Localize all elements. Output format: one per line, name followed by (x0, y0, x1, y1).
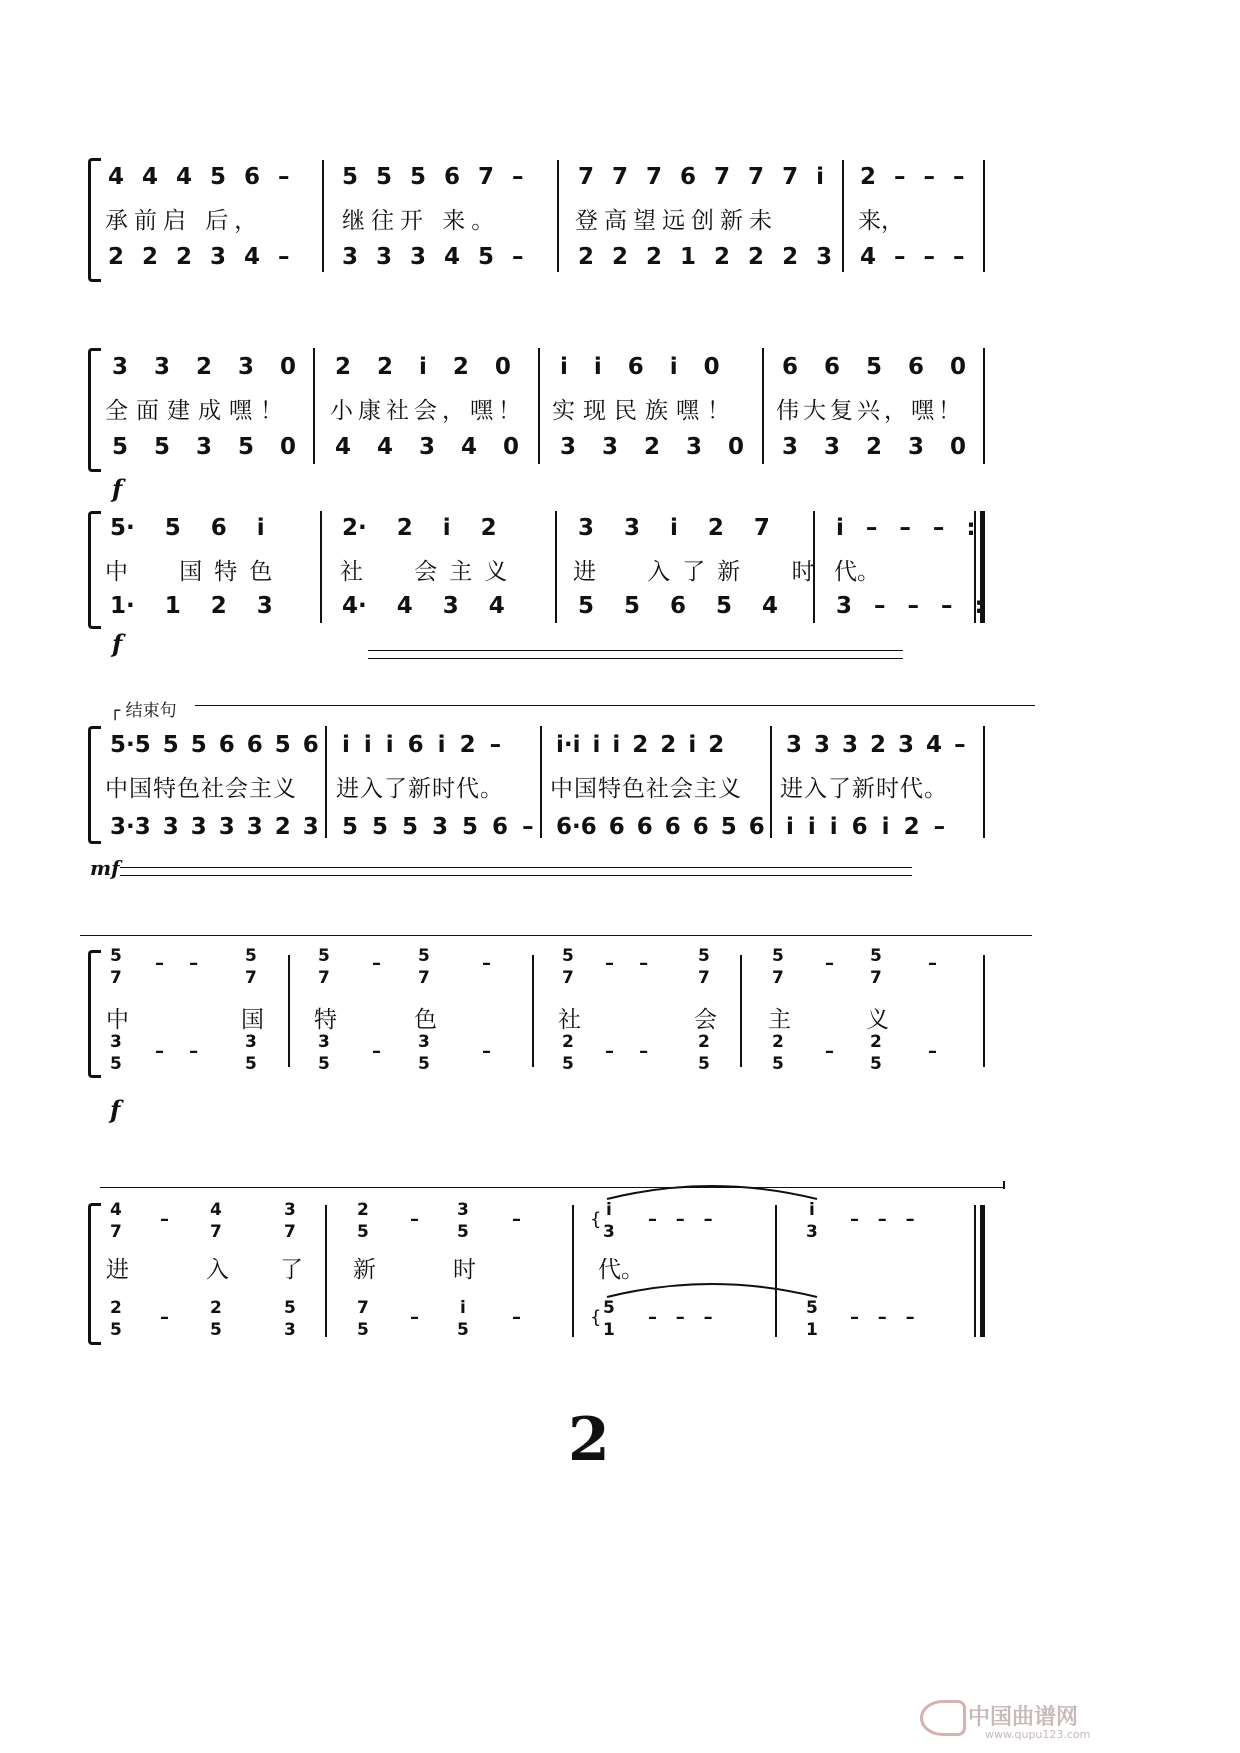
note: i (809, 1200, 815, 1220)
dash-group: – (512, 1307, 521, 1328)
top-chord (806, 1199, 818, 1243)
barline (842, 160, 844, 272)
bottom-voice-measure-3: 3 3 2 3 0 (560, 434, 745, 460)
barline (555, 511, 557, 623)
dash-group: – (825, 1041, 834, 1062)
top-chord (457, 1199, 469, 1243)
dash-group: – (825, 953, 834, 974)
note: 2 (870, 1032, 882, 1052)
barline (762, 348, 764, 464)
note: 5 (418, 1054, 430, 1074)
dash-group: – – – (850, 1209, 915, 1230)
note: 2 (210, 1298, 222, 1318)
lyric-syllable: 主 (768, 1007, 791, 1033)
lyric-measure-1: 中国特色社会主义 (105, 776, 297, 802)
note: 5 (418, 946, 430, 966)
bottom-voice-measure-2: 4 4 3 4 0 (335, 434, 520, 460)
bottom-chord (245, 1031, 257, 1075)
top-voice-measure-1: 5· 5 6 i (110, 515, 265, 541)
note: 5 (318, 946, 330, 966)
note: 7 (357, 1298, 369, 1318)
barline (532, 955, 534, 1067)
lyric-measure-3: 中国特色社会主义 (550, 776, 742, 802)
barline (572, 1205, 574, 1337)
score-system-2 (0, 340, 1240, 503)
note: 7 (772, 968, 784, 988)
dynamic-marking: f (110, 1095, 121, 1124)
lyric-syllable: 义 (866, 1007, 889, 1033)
note: 7 (698, 968, 710, 988)
dash-group: – (410, 1307, 419, 1328)
note: i (606, 1200, 612, 1220)
lyric-syllable: 社 (558, 1007, 581, 1033)
system-brace (88, 511, 101, 629)
note: 5 (603, 1298, 615, 1318)
lyric-syllable: 时 (453, 1257, 476, 1283)
lyric-syllable: 国 (241, 1007, 264, 1033)
lyric-measure-4: 代。 (834, 559, 880, 585)
note: 7 (418, 968, 430, 988)
top-chord (318, 945, 330, 989)
barline (538, 348, 540, 464)
note: 3 (603, 1222, 615, 1242)
note: 3 (284, 1200, 296, 1220)
note: 5 (110, 946, 122, 966)
note: 2 (110, 1298, 122, 1318)
bottom-chord (806, 1297, 818, 1341)
bottom-chord (698, 1031, 710, 1075)
dash-group: – – – (850, 1307, 915, 1328)
separator-line (80, 935, 1032, 936)
top-chord (698, 945, 710, 989)
bottom-voice-measure-1: 5 5 3 5 0 (112, 434, 297, 460)
dash-group: – (160, 1209, 169, 1230)
note: 5 (110, 1054, 122, 1074)
barline (740, 955, 742, 1067)
dash-group: – (482, 1041, 491, 1062)
tie-arc (605, 1179, 820, 1201)
bottom-chord (284, 1297, 296, 1341)
lyric-syllable: 新 (353, 1257, 376, 1283)
dash-group: – (160, 1307, 169, 1328)
lyric-syllable: 进 (106, 1257, 129, 1283)
note: 7 (245, 968, 257, 988)
top-voice-measure-3: i i 6 i 0 (560, 354, 720, 380)
bottom-voice-measure-4: i i i 6 i 2 – (786, 814, 946, 840)
note: 5 (318, 1054, 330, 1074)
top-chord (772, 945, 784, 989)
bottom-voice-measure-1: 1· 1 2 3 (110, 593, 273, 619)
note: 2 (562, 1032, 574, 1052)
note: 3 (284, 1320, 296, 1340)
dash-group: – (512, 1209, 521, 1230)
lyric-measure-4: 来， (858, 208, 904, 234)
note: 3 (418, 1032, 430, 1052)
dash-group: – (410, 1209, 419, 1230)
note: 2 (772, 1032, 784, 1052)
dash-group: – – – (648, 1307, 713, 1328)
top-voice-measure-4: i – – – : (836, 515, 976, 541)
dash-group: – – (605, 953, 649, 974)
barline (775, 1205, 777, 1337)
note: 5 (562, 1054, 574, 1074)
note: 5 (806, 1298, 818, 1318)
lyric-measure-4: 进入了新时代。 (780, 776, 948, 802)
bottom-voice-measure-3: 5 5 6 5 4 (578, 593, 779, 619)
lyric-measure-2: 社 会主义 (340, 559, 520, 585)
note: 7 (870, 968, 882, 988)
brace-small-icon: { (590, 1307, 602, 1328)
bottom-voice-measure-4: 3 – – – : (836, 593, 984, 619)
bottom-voice-measure-2: 4· 4 3 4 (342, 593, 505, 619)
lyric-measure-1: 全面建成嘿！ (105, 398, 291, 424)
note: 4 (210, 1200, 222, 1220)
score-system-6 (0, 1185, 1240, 1345)
bottom-voice-measure-4: 3 3 2 3 0 (782, 434, 967, 460)
barline (1003, 1181, 1005, 1189)
note: 5 (870, 946, 882, 966)
bottom-chord (357, 1297, 369, 1341)
note: 7 (318, 968, 330, 988)
final-barline (980, 1205, 985, 1337)
watermark-site-name: 中国曲谱网 (968, 1705, 1079, 1730)
top-chord (284, 1199, 296, 1243)
note: 2 (357, 1200, 369, 1220)
bottom-chord (457, 1297, 469, 1341)
barline (983, 160, 985, 272)
staff-top-line (100, 1187, 1005, 1188)
top-voice-measure-3: 3 3 i 2 7 (578, 515, 770, 541)
lyric-measure-3: 登高望远创新未 (575, 208, 778, 234)
lyric-syllable: 中 (106, 1007, 129, 1033)
note: 3 (245, 1032, 257, 1052)
note: 7 (284, 1222, 296, 1242)
top-chord (210, 1199, 222, 1243)
page-number: 2 (568, 1405, 610, 1475)
system-brace (88, 1203, 101, 1345)
system-brace (88, 158, 101, 282)
top-voice-measure-3: 7 7 7 6 7 7 7 i (578, 164, 824, 190)
dynamic-marking: mf (90, 856, 120, 880)
site-logo-icon (920, 1700, 966, 1736)
note: 5 (457, 1222, 469, 1242)
section-label (110, 696, 177, 721)
bracket-icon: ┌ (110, 701, 126, 721)
top-voice-measure-1: 3 3 2 3 0 (112, 354, 297, 380)
note: 5 (357, 1320, 369, 1340)
note: 5 (210, 1320, 222, 1340)
bottom-voice-measure-2: 5 5 5 3 5 6 – (342, 814, 534, 840)
lyric-measure-4: 伟大复兴，嘿！ (776, 398, 965, 424)
note: 7 (562, 968, 574, 988)
note: 5 (698, 1054, 710, 1074)
top-chord (418, 945, 430, 989)
note: 3 (318, 1032, 330, 1052)
system-brace (88, 348, 101, 472)
note: 5 (870, 1054, 882, 1074)
hairpin-line (368, 650, 903, 651)
dash-group: – (928, 1041, 937, 1062)
barline (325, 1205, 327, 1337)
score-system-3 (0, 505, 1240, 658)
lyric-syllable: 色 (414, 1007, 437, 1033)
bottom-chord (870, 1031, 882, 1075)
note: 7 (210, 1222, 222, 1242)
note: 5 (245, 1054, 257, 1074)
bottom-voice-measure-4: 4 – – – (860, 244, 965, 270)
lyric-syllable: 代。 (598, 1257, 644, 1283)
note: 5 (562, 946, 574, 966)
lyric-measure-2: 继往开 来。 (342, 208, 501, 234)
barline (983, 348, 985, 464)
bottom-chord (318, 1031, 330, 1075)
score-system-5 (0, 945, 1240, 1124)
note: 7 (110, 968, 122, 988)
top-chord (870, 945, 882, 989)
lyric-syllable: 入 (206, 1257, 229, 1283)
barline (974, 1205, 976, 1337)
bottom-voice-measure-2: 3 3 3 4 5 – (342, 244, 524, 270)
note: 2 (698, 1032, 710, 1052)
dash-group: – – (155, 1041, 199, 1062)
dash-group: – – (605, 1041, 649, 1062)
tie-arc (605, 1277, 820, 1299)
bottom-chord (562, 1031, 574, 1075)
system-brace (88, 950, 101, 1078)
score-system-4 (0, 690, 1240, 890)
top-voice-measure-4: 3 3 3 2 3 4 – (786, 732, 966, 758)
barline (983, 955, 985, 1067)
top-voice-measure-4: 6 6 5 6 0 (782, 354, 967, 380)
note: 5 (110, 1320, 122, 1340)
top-voice-measure-4: 2 – – – (860, 164, 965, 190)
top-voice-measure-2: 2 2 i 2 0 (335, 354, 511, 380)
barline (313, 348, 315, 464)
top-voice-measure-2: 5 5 5 6 7 – (342, 164, 524, 190)
barline (983, 726, 985, 838)
barline (557, 160, 559, 272)
lyric-measure-1: 中 国特色 (105, 559, 285, 585)
bottom-chord (110, 1031, 122, 1075)
bottom-voice-measure-1: 2 2 2 3 4 – (108, 244, 290, 270)
top-voice-measure-2: i i i 6 i 2 – (342, 732, 502, 758)
dynamic-marking: f (112, 629, 123, 658)
score-system-1 (0, 150, 1240, 280)
dash-group: – – – (648, 1209, 713, 1230)
lyric-measure-2: 小康社会，嘿！ (330, 398, 526, 424)
system-brace (88, 726, 101, 844)
top-voice-measure-3: i·i i i 2 2 i 2 (556, 732, 725, 758)
top-chord (110, 945, 122, 989)
top-chord (562, 945, 574, 989)
bottom-chord (603, 1297, 615, 1341)
top-voice-measure-1: 5·5 5 5 6 6 5 6 (110, 732, 319, 758)
note: 3 (806, 1222, 818, 1242)
note: 5 (245, 946, 257, 966)
top-voice-measure-1: 4 4 4 5 6 – (108, 164, 290, 190)
bottom-chord (772, 1031, 784, 1075)
note: 4 (110, 1200, 122, 1220)
lyric-measure-2: 进入了新时代。 (336, 776, 504, 802)
note: 7 (110, 1222, 122, 1242)
note: 5 (772, 1054, 784, 1074)
note: 5 (772, 946, 784, 966)
note: 1 (603, 1320, 615, 1340)
barline (320, 511, 322, 623)
dash-group: – – (155, 953, 199, 974)
top-chord (110, 1199, 122, 1243)
dash-group: – (372, 953, 381, 974)
bottom-voice-measure-3: 6·6 6 6 6 6 5 6 (556, 814, 765, 840)
top-voice-measure-2: 2· 2 i 2 (342, 515, 497, 541)
barline (322, 160, 324, 272)
bottom-voice-measure-3: 2 2 2 1 2 2 2 3 (578, 244, 833, 270)
dash-group: – (482, 953, 491, 974)
lyric-measure-3: 实现民族嘿！ (552, 398, 738, 424)
note: i (460, 1298, 466, 1318)
dash-group: – (928, 953, 937, 974)
lyric-syllable: 会 (694, 1007, 717, 1033)
section-label-text: 结束句 (125, 701, 177, 721)
barline (325, 726, 327, 838)
bottom-chord (110, 1297, 122, 1341)
note: 5 (357, 1222, 369, 1242)
note: 3 (110, 1032, 122, 1052)
lyric-measure-1: 承前启 后， (105, 208, 264, 234)
barline (770, 726, 772, 838)
note: 3 (457, 1200, 469, 1220)
dynamic-marking: f (112, 474, 123, 503)
hairpin-line (368, 658, 903, 659)
note: 5 (457, 1320, 469, 1340)
top-chord (603, 1199, 615, 1243)
hairpin-line (120, 875, 912, 876)
note: 5 (284, 1298, 296, 1318)
top-chord (357, 1199, 369, 1243)
dash-group: – (372, 1041, 381, 1062)
lyric-syllable: 特 (314, 1007, 337, 1033)
lyric-syllable: 了 (280, 1257, 303, 1283)
note: 5 (698, 946, 710, 966)
hairpin-line (120, 867, 912, 868)
bottom-chord (418, 1031, 430, 1075)
watermark-url: www.qupu123.com (985, 1728, 1091, 1741)
note: 1 (806, 1320, 818, 1340)
barline (540, 726, 542, 838)
top-chord (245, 945, 257, 989)
bottom-voice-measure-1: 3·3 3 3 3 3 2 3 (110, 814, 319, 840)
barline (288, 955, 290, 1067)
section-bracket-line (195, 705, 1035, 706)
bottom-chord (210, 1297, 222, 1341)
brace-small-icon: { (590, 1209, 602, 1230)
lyric-measure-3: 进 入了新 时 (573, 559, 827, 585)
